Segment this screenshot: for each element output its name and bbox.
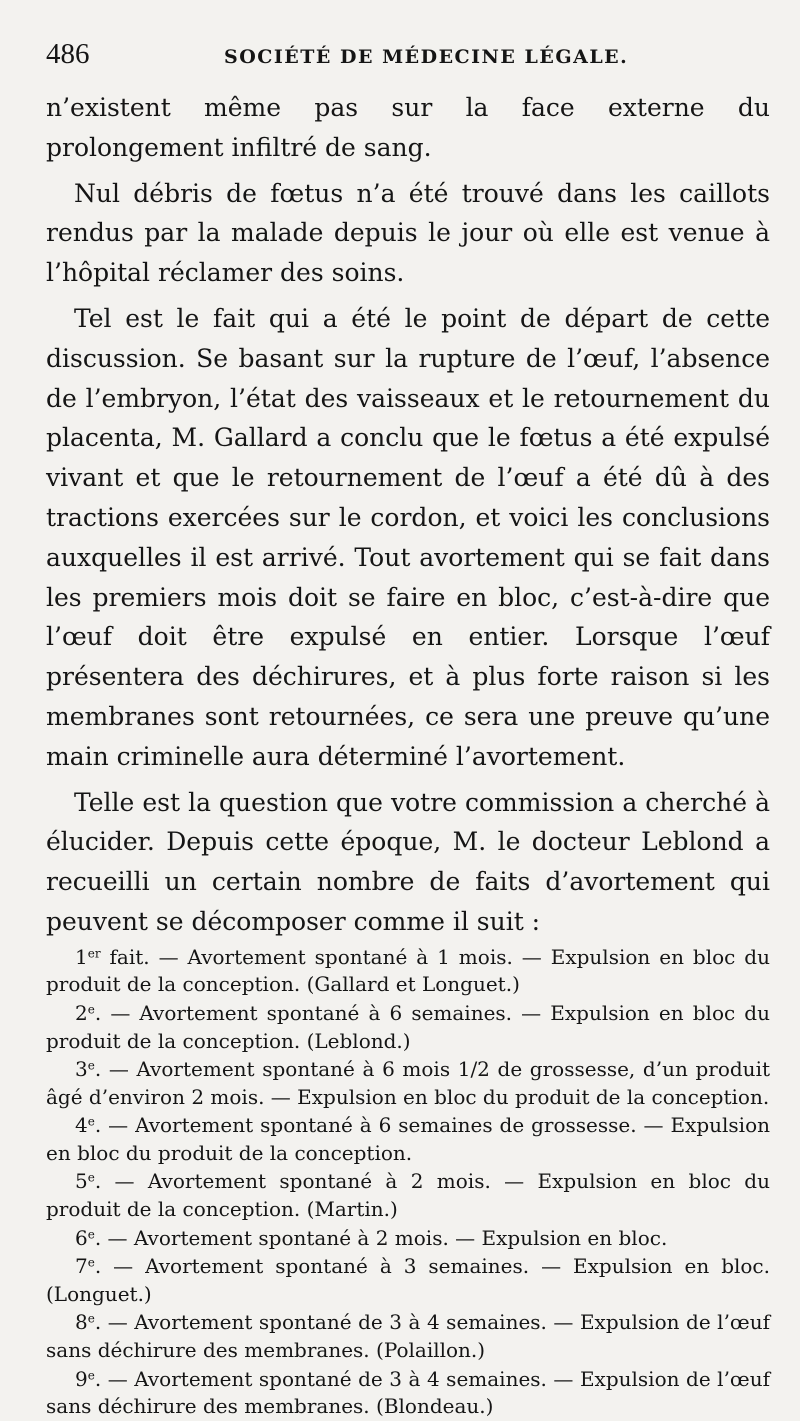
fact-text: . — Avortement spontané à 2 mois. — Expulsion en bloc du produit de la conception. (Martin.) (46, 1169, 770, 1222)
paragraph: Telle est la question que votre commission a cherché à élucider. Depuis cette époque, M. le docteur Leblond a recueilli un certain nombre de faits d’avortement qui peuvent se décomposer comme il suit : (46, 787, 770, 936)
fact-number: 8 (75, 1310, 88, 1335)
fact-text: . — Avortement spontané à 6 semaines. — Expulsion en bloc du produit de la conception. (Leblond.) (46, 1000, 770, 1053)
fact-item (46, 1253, 770, 1308)
fact-item (46, 1056, 770, 1111)
fact-text: . — Avortement spontané à 6 semaines de grossesse. — Expulsion en bloc du produit de la conception. (46, 1113, 770, 1165)
fact-item (46, 1112, 770, 1167)
fact-item (46, 1168, 770, 1223)
fact-item (46, 1309, 770, 1364)
fact-number: 5 (75, 1169, 88, 1194)
fact-ordinal: er (87, 946, 101, 961)
fact-ordinal: e (87, 1058, 95, 1073)
fact-text: . — Avortement spontané de 3 à 4 semaines. — Expulsion de l’œuf sans déchirure des membranes. (Polaillon.) (46, 1310, 770, 1363)
fact-item (46, 1000, 770, 1055)
fact-ordinal: e (87, 1114, 95, 1129)
fact-number: 3 (75, 1057, 88, 1082)
fact-text: . — Avortement spontané de 3 à 4 semaines. — Expulsion de l’œuf sans déchirure des membranes. (Blondeau.) (46, 1366, 770, 1419)
paragraph-continuation: n’existent même pas sur la face externe du prolongement infiltré de sang. (46, 93, 770, 162)
facts-list (46, 944, 770, 1421)
fact-ordinal: e (87, 1170, 95, 1185)
fact-text: . — Avortement spontané à 6 mois 1/2 de grossesse, d’un produit âgé d’environ 2 mois. — Expulsion en bloc du produit de la conception. (46, 1057, 770, 1109)
fact-number: 1 (75, 944, 88, 969)
fact-ordinal: e (87, 1368, 95, 1383)
fact-text: fait. — Avortement spontané à 1 mois. — Expulsion en bloc du produit de la conception. (Gallard et Longuet.) (46, 944, 770, 997)
fact-text: . — Avortement spontané à 3 semaines. — Expulsion en bloc. (Longuet.) (46, 1254, 770, 1306)
page-number: 486 (46, 38, 90, 70)
fact-number: 7 (75, 1254, 88, 1279)
paragraph: Tel est le fait qui a été le point de départ de cette discussion. Se basant sur la rupture de l’œuf, l’absence de l’embryon, l’état des vaisseaux et le retournement du placenta, M. Gallard a conclu que le fœtus a été expulsé vivant et que le retournement de l’œuf a été dû à des tractions exercées sur le cordon, et voici les conclusions auxquelles il est arrivé. Tout avortement qui se fait dans les premiers mois doit se faire en bloc, c’est-à-dire que l’œuf doit être expulsé en entier. Lorsque l’œuf présentera des déchirures, et à plus forte raison si les membranes sont retournées, ce sera une preuve qu’une main criminelle aura déterminé l’avortement. (46, 303, 770, 771)
fact-number: 9 (75, 1366, 88, 1391)
body-text (46, 88, 770, 942)
fact-number: 6 (75, 1225, 88, 1250)
fact-number: 4 (75, 1113, 88, 1138)
fact-text: . — Avortement spontané à 2 mois. — Expulsion en bloc. (94, 1225, 668, 1250)
fact-item (46, 1366, 770, 1421)
fact-ordinal: e (87, 1227, 95, 1242)
fact-item (46, 1225, 770, 1253)
fact-ordinal: e (87, 1002, 95, 1017)
fact-item (46, 944, 770, 999)
paragraph: Nul débris de fœtus n’a été trouvé dans les caillots rendus par la malade depuis le jour où elle est venue à l’hôpital réclamer des soins. (46, 178, 770, 288)
page-header (46, 38, 770, 88)
fact-number: 2 (75, 1000, 88, 1025)
running-head: SOCIÉTÉ DE MÉDECINE LÉGALE. (224, 46, 629, 68)
fact-ordinal: e (87, 1311, 95, 1326)
fact-ordinal: e (87, 1255, 95, 1270)
